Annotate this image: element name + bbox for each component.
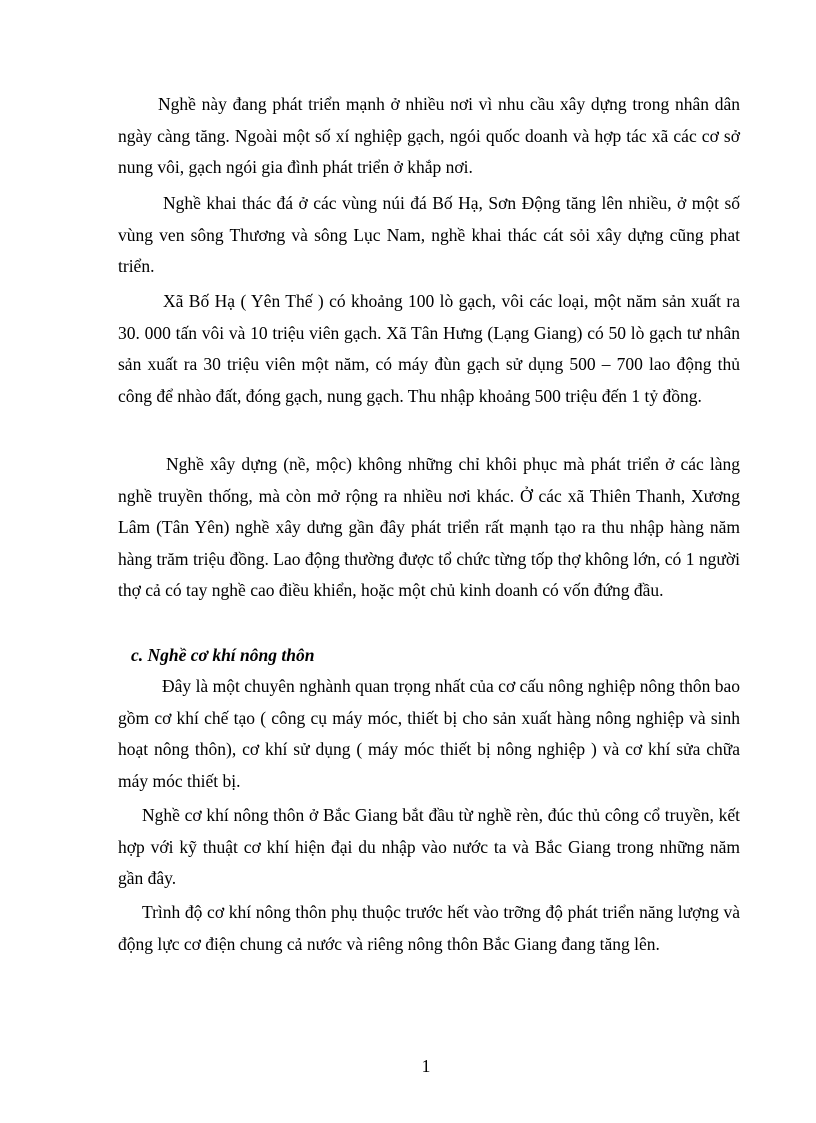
page-number: 1 (421, 1056, 431, 1076)
paragraph-mechanical-level: Trình độ cơ khí nông thôn phụ thuộc trước hết vào trỡng độ phát triển năng lượng và động lực cơ điện chung cả nước và riêng nông thôn Bắc Giang đang tăng lên. (118, 902, 740, 954)
paragraph-mechanical-definition: Đây là một chuyên nghành quan trọng nhất của cơ cấu nông nghiệp nông thôn bao gồm cơ khí chế tạo ( công cụ máy móc, thiết bị cho sản xuất hàng nông nghiệp và sinh hoạt nông thôn), cơ khí sử dụng ( máy móc thiết bị nông nghiệp ) và cơ khí sửa chữa máy móc thiết bị. (118, 676, 740, 791)
paragraph-mechanical-origins: Nghề cơ khí nông thôn ở Bắc Giang bắt đầu từ nghề rèn, đúc thủ công cổ truyền, kết hợp với kỹ thuật cơ khí hiện đại du nhập vào nước ta và Bắc Giang trong những năm gần đây. (118, 805, 740, 888)
paragraph-construction-trade: Nghề xây dựng (nề, mộc) không những chỉ khôi phục mà phát triển ở các làng nghề truyền thống, mà còn mở rộng ra nhiều nơi khác. Ở các xã Thiên Thanh, Xương Lâm (Tân Yên) nghề xây dưng gần đây phát triển rất mạnh tạo ra thu nhập hàng năm hàng trăm triệu đồng. Lao động thường được tổ chức từng tốp thợ không lớn, có 1 người thợ cả có tay nghề cao điều khiển, hoặc một chủ kinh doanh có vốn đứng đầu. (118, 454, 740, 600)
section-heading: c. Nghề cơ khí nông thôn (131, 645, 315, 665)
paragraph-brick-lime-industry: Nghề này đang phát triển mạnh ở nhiều nơi vì nhu cầu xây dựng trong nhân dân ngày càng tăng. Ngoài một số xí nghiệp gạch, ngói quốc doanh và hợp tác xã các cơ sở nung vôi, gạch ngói gia đình phát triển ở khắp nơi. (118, 94, 740, 177)
paragraph-stone-quarrying: Nghề khai thác đá ở các vùng núi đá Bố Hạ, Sơn Động tăng lên nhiều, ở một số vùng ven sông Thương và sông Lục Nam, nghề khai thác cát sỏi xây dựng cũng phat triển. (118, 193, 740, 276)
paragraph-bo-ha-kilns: Xã Bố Hạ ( Yên Thế ) có khoảng 100 lò gạch, vôi các loại, một năm sản xuất ra 30. 000 tấn vôi và 10 triệu viên gạch. Xã Tân Hưng (Lạng Giang) có 50 lò gạch tư nhân sản xuất ra 30 triệu viên một năm, có máy đùn gạch sử dụng 500 – 700 lao động thủ công để nhào đất, đóng gạch, nung gạch. Thu nhập khoảng 500 triệu đến 1 tỷ đồng. (118, 291, 740, 406)
